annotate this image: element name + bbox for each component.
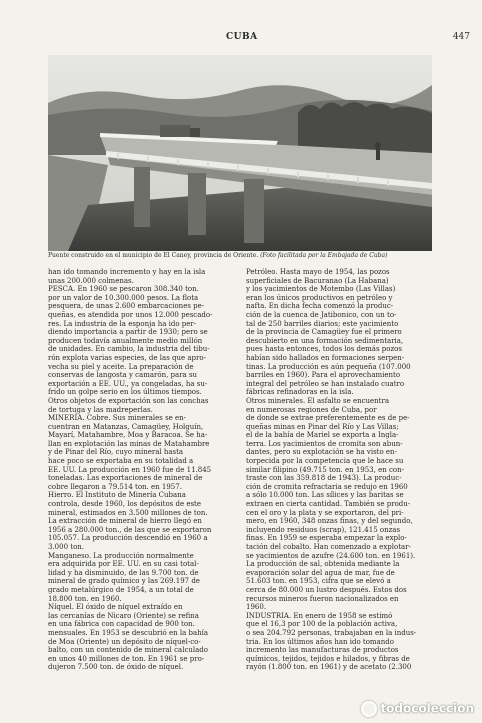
text-line: de la provincia de Camagüey fue el primero (246, 328, 402, 337)
text-line: tinas. La producción es aún pequeña (107.000 (246, 362, 411, 371)
text-line: mero, en 1960, 348 onzas finas, y del segundo, (246, 517, 413, 526)
text-line: finas. En 1959 se esperaba empezar la explo- (246, 534, 407, 543)
text-line: traste con las 359.818 de 1943). La produc- (246, 474, 402, 483)
text-line: que el 16,3 por 100 de la población activa, (246, 620, 398, 629)
text-line: vecha su piel y aceite. La preparación de (48, 362, 194, 371)
text-line: rayón (1.800 ton. en 1961) y de acetato (2.300 (246, 663, 412, 672)
text-line: integral del petróleo se han instalado cuatro (246, 379, 405, 388)
text-line: superficiales de Bacuranao (La Habana) (246, 276, 389, 285)
text-line: grado metalúrgico de 1954, a un total de (48, 585, 194, 594)
text-line: evaporación solar del agua de mar, fue de (246, 568, 395, 577)
text-line: dujeron 7.500 ton. de óxido de níquel. (48, 663, 184, 672)
text-line: recursos mineros fueron nacionalizados en (246, 594, 399, 603)
text-line: similar filipino (49.715 ton. en 1953, en con- (246, 465, 404, 474)
text-line: lidad y ha disminuido, de las 9.700 ton. de (48, 568, 199, 577)
text-line: Otros minerales. El asfalto se encuentra (246, 396, 390, 405)
text-line: conservas de langosta y camarón, para su (48, 371, 198, 380)
text-line: y los yacimientos de Motembo (Las Villas) (246, 285, 396, 294)
text-line: cerca de 80.000 un lustro después. Estos dos (246, 585, 407, 594)
text-line: EE. UU. La producción en 1960 fue de 11.845 (48, 465, 212, 474)
text-line: de unidades. En cambio, la industria del tibu- (48, 345, 210, 354)
running-title: CUBA (226, 32, 258, 42)
watermark-icon (361, 701, 377, 717)
watermark-text: todocoleccion (380, 701, 474, 716)
text-line: Petróleo. Hasta mayo de 1954, las pozos (246, 268, 390, 276)
text-line: mensuales. En 1953 se descubrió en la bahía (48, 628, 209, 637)
text-line: el de la bahía de Mariel se exporta a Ingla- (246, 431, 399, 440)
text-line: nafta. En dicha fecha comenzó la produc- (246, 302, 394, 311)
text-line: 1960. (246, 603, 267, 612)
text-line: queñas, es atendida por unos 12.000 pescado- (48, 310, 213, 319)
text-line: diendo importancia a partir de 1930; pero se (48, 328, 208, 337)
text-line: 18.800 ton. en 1960. (48, 594, 122, 603)
text-line: tal de 250 barriles diarios; este yacimiento (246, 319, 399, 328)
text-line: res. La industria de la esponja ha ido per- (48, 319, 197, 328)
text-line: mineral de grado químico y las 269.197 de (48, 577, 200, 586)
text-line: han ido tomando incremento y hay en la isla (48, 268, 206, 276)
text-line: cobre llegaron a 79.514 ton. en 1957. (48, 482, 182, 491)
text-line: era adquirida por EE. UU. en su casi total- (48, 560, 199, 569)
bridge-photo (48, 55, 432, 251)
text-line: 3.000 ton. (48, 543, 85, 551)
text-line: dantes, pero su explotación se ha visto en- (246, 448, 397, 457)
text-line: y de Pinar del Río, cuyo mineral hasta (48, 448, 184, 457)
text-line: La producción de sal, obtenida mediante la (246, 560, 400, 569)
text-line: de Moa (Oriente) un depósito de níquel-co- (48, 637, 201, 646)
bridge-photo-drawing (48, 55, 432, 251)
text-line: por un valor de 10.300.000 pesos. La flota (48, 293, 199, 302)
text-line: hace poco se exportaba en su totalidad a (48, 457, 194, 466)
text-line: exportación a EE. UU., ya congeladas, ha su- (48, 379, 208, 388)
text-line: Níquel. El óxido de níquel extraído en (48, 603, 183, 612)
running-head (0, 32, 482, 46)
text-line: barriles en 1960). Para el aprovechamiento (246, 371, 401, 380)
text-line: PESCA. En 1960 se pescaron 308.340 ton. (48, 285, 199, 294)
text-line: de donde se extrae preferentemente es de pe- (246, 414, 410, 423)
text-line: descubierto en una formación sedimentaria, (246, 336, 404, 345)
text-line: extraen en cierta cantidad. También se produ- (246, 500, 411, 509)
text-line: tación del cobalto. Han comenzado a explotar- (246, 543, 411, 551)
text-line: cuentran en Matanzas, Camagüey, Holguín, (48, 422, 204, 431)
text-line: terra. Los yacimientos de cromita son abun- (246, 439, 403, 448)
text-line: torpecida por la competencia que le hace su (246, 457, 404, 466)
text-line: controla, desde 1960, los depósitos de este (48, 500, 202, 509)
text-line: pues hasta entonces, todos los demás pozos (246, 345, 402, 354)
text-line: mineral, estimados en 3.500 millones de ton. (48, 508, 208, 517)
text-line: rón explota varias especies, de las que apro- (48, 353, 206, 362)
text-line: llan en explotación las minas de Matahambre (48, 439, 210, 448)
text-line: balto, con un contenido de mineral calculado (48, 646, 208, 655)
text-line: fábricas refinadoras en la isla. (246, 388, 354, 397)
text-line: se yacimientos de azufre (24.600 ton. en 1961). (246, 551, 416, 560)
photo-caption (48, 252, 448, 260)
text-line: queñas minas en Pinar del Río y Las Villas; (246, 422, 399, 431)
text-line: Otros objetos de exportación son las conchas (48, 396, 209, 405)
text-line: MINERÍA. Cobre. Sus minerales se en- (48, 414, 187, 423)
text-line: ción de la cuenca de Jatibonico, con un to- (246, 310, 397, 319)
text-line: INDUSTRIA. En enero de 1958 se estimó (246, 611, 393, 620)
text-line: toneladas. Las exportaciones de mineral de (48, 474, 203, 483)
text-line: La extracción de mineral de hierro llegó en (48, 517, 202, 526)
text-line: las cercanías de Nicaro (Oriente) se refina (48, 611, 199, 620)
text-line: tria. En los últimos años han ido tomando (246, 637, 394, 646)
text-line: ción de cromita refractaria se redujo en 1960 (246, 482, 408, 491)
text-line: producen todavía anualmente medio millón (48, 336, 203, 345)
text-line: incluyendo residuos (scrap), 121.415 onzas (246, 525, 401, 534)
text-line: 51.603 ton. en 1953, cifra que se elevó a (246, 577, 391, 586)
page-number: 447 (452, 32, 470, 42)
text-line: eran los únicos productivos en petróleo y (246, 293, 393, 302)
text-line: 105.057. La producción descendió en 1960 a (48, 534, 208, 543)
watermark-logo (361, 701, 474, 717)
caption-credit: (Foto facilitada por la Embajada de Cuba) (260, 252, 388, 259)
text-line: incremento las manufacturas de productos (246, 646, 399, 655)
text-line: a sólo 10.000 ton. Las sílices y las baritas se (246, 491, 404, 500)
text-line: unas 200.000 colmenas. (48, 276, 134, 285)
left-column (48, 268, 234, 672)
text-line: químicos, tejidos, tejidos e hilados, y fibras de (246, 654, 410, 663)
text-line: Mayarí, Matahambre, Moa y Baracoa. Se ha- (48, 431, 208, 440)
text-line: Manganeso. La producción normalmente (48, 551, 194, 560)
text-line: Hierro. El Instituto de Minería Cubana (48, 491, 186, 500)
text-line: frido un golpe serio en los últimos tiempos. (48, 388, 202, 397)
text-line: pesquera, de unas 2.600 embarcaciones pe- (48, 302, 205, 311)
text-line: en numerosas regiones de Cuba, por (246, 405, 377, 414)
text-line: de tortuga y las madreperlas. (48, 405, 153, 414)
text-line: habían sido hallados en formaciones serpen- (246, 353, 405, 362)
text-line: cen el oro y la plata y se exportaron, del pri- (246, 508, 404, 517)
text-line: 1956 a 280.000 ton., de las que se exportaron (48, 525, 212, 534)
text-line: o sea 204.792 personas, trabajaban en la indus- (246, 628, 417, 637)
right-column (246, 268, 432, 672)
text-line: en una fábrica con capacidad de 900 ton. (48, 620, 195, 629)
text-line: en unos 40 millones de ton. En 1961 se pro- (48, 654, 205, 663)
caption-text: Puente construido en el municipio de El Caney, provincia de Oriente. (48, 252, 259, 259)
